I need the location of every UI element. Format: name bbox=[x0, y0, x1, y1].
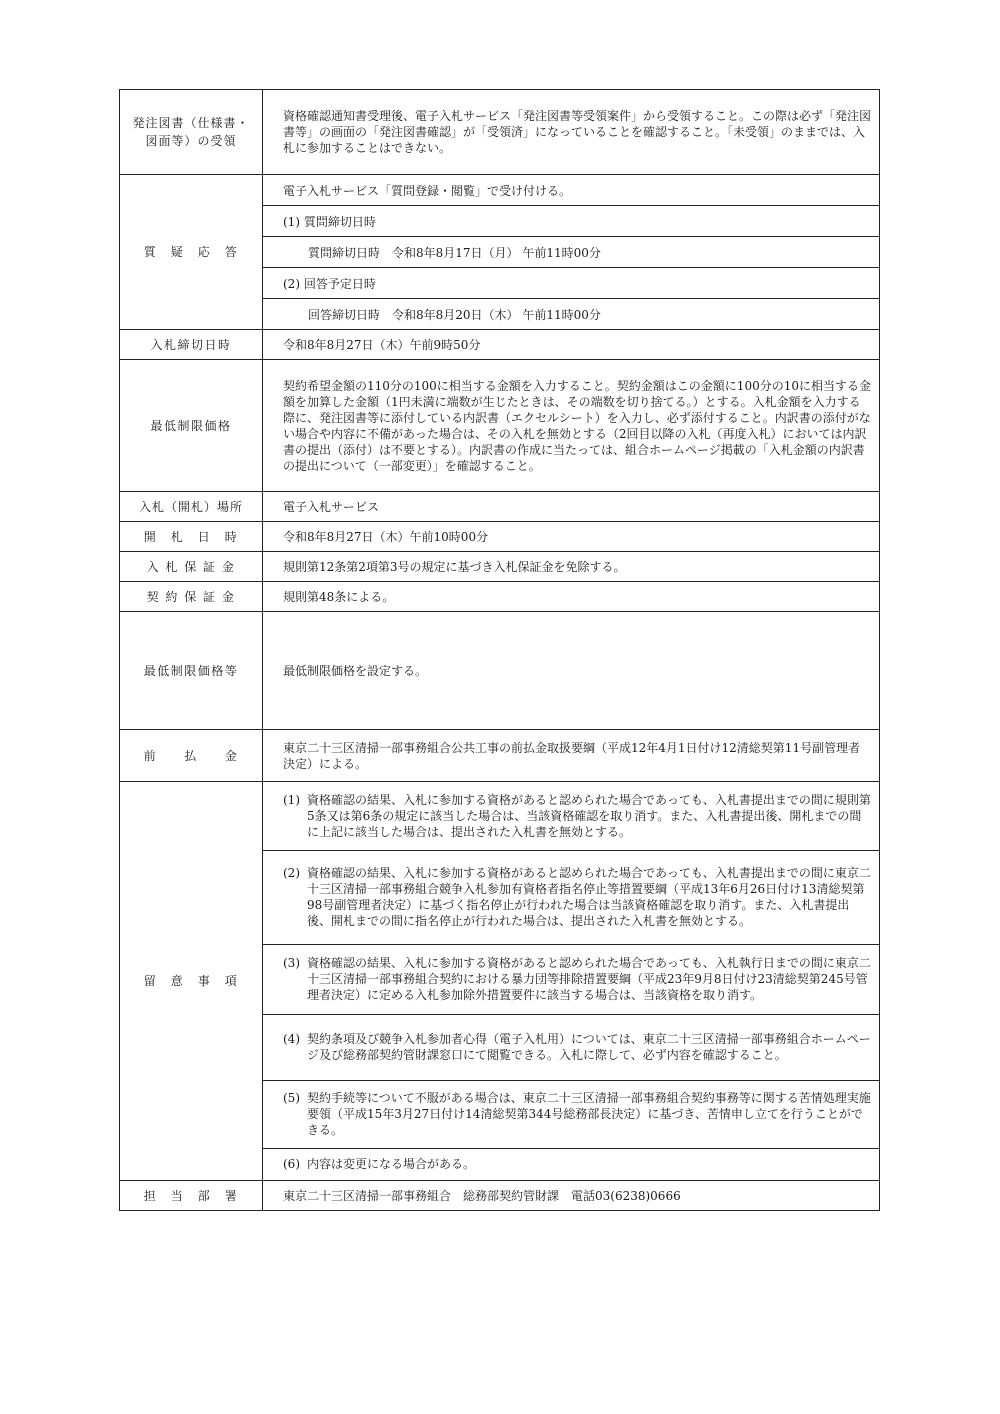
row-place bbox=[120, 492, 880, 522]
row-contract-bond bbox=[120, 582, 880, 612]
note-text: 資格確認の結果、入札に参加する資格があると認められた場合であっても、入札書提出までの間に東京二十三区清掃一部事務組合競争入札参加有資格者指名停止等措置要綱（平成13年6月26日付け13清総契第98号副管理者決定）に基づく指名停止が行われた場合は当該資格確認を取り消す。また、入札書提出後、開札までの間に指名停止が行われた場合は、提出された入札書を無効とする。 bbox=[307, 866, 871, 928]
row-contact bbox=[120, 1181, 880, 1211]
text-bid-bond: 規則第12条第2項第3号の規定に基づき入札保証金を免除する。 bbox=[283, 559, 626, 574]
tender-conditions-table bbox=[119, 89, 880, 1211]
qa-line-1: 電子入札サービス「質問登録・閲覧」で受け付ける。 bbox=[263, 175, 879, 206]
label-opening: 開 札 日 時 bbox=[120, 522, 263, 552]
text-bid-deadline: 令和8年8月27日（木）午前9時50分 bbox=[283, 337, 481, 352]
note-text: 内容は変更になる場合がある。 bbox=[307, 1157, 476, 1172]
text-contact: 東京二十三区清掃一部事務組合 総務部契約管財課 電話03(6238)0666 bbox=[283, 1188, 681, 1203]
label-bid-deadline: 入札締切日時 bbox=[120, 330, 263, 360]
label-drawings-receipt: 発注図書（仕様書・ 図面等）の受領 bbox=[120, 90, 263, 175]
label-bid-bond: 入 札 保 証 金 bbox=[120, 552, 263, 582]
note-item bbox=[263, 1080, 879, 1148]
note-item bbox=[263, 850, 879, 944]
row-min-price-etc bbox=[120, 612, 880, 730]
note-text: 契約手続等について不服がある場合は、東京二十三区清掃一部事務組合契約事務等に関する苦情処理実施要領（平成15年3月27日付け14清総契第344号総務部長決定）に基づき、苦情申し立てを行うことができる。 bbox=[307, 1091, 871, 1137]
row-min-price bbox=[120, 360, 880, 492]
label-advance: 前 払 金 bbox=[120, 730, 263, 782]
qa-subtable bbox=[263, 175, 879, 329]
row-drawings-receipt bbox=[120, 90, 880, 175]
qa-line-4: (2) 回答予定日時 bbox=[263, 268, 879, 299]
label-qa: 質 疑 応 答 bbox=[120, 175, 263, 330]
note-item bbox=[263, 944, 879, 1014]
label-contract-bond: 契 約 保 証 金 bbox=[120, 582, 263, 612]
note-text: 契約条項及び競争入札参加者心得（電子入札用）については、東京二十三区清掃一部事務組合ホームページ及び総務部契約管財課窓口にて閲覧できる。入札に際して、必ず内容を確認すること。 bbox=[307, 1032, 871, 1062]
row-advance bbox=[120, 730, 880, 782]
note-item bbox=[263, 782, 879, 850]
row-opening bbox=[120, 522, 880, 552]
text-place: 電子入札サービス bbox=[283, 499, 380, 514]
qa-line-3: 質問締切日時 令和8年8月17日（月） 午前11時00分 bbox=[263, 237, 879, 268]
note-number: (5) bbox=[283, 1091, 300, 1105]
qa-line-2: (1) 質問締切日時 bbox=[263, 206, 879, 237]
label-contact: 担 当 部 署 bbox=[120, 1181, 263, 1211]
text-contract-bond: 規則第48条による。 bbox=[283, 589, 395, 604]
row-notes bbox=[120, 782, 880, 1181]
text-opening: 令和8年8月27日（木）午前10時00分 bbox=[283, 529, 489, 544]
label-min-price-etc: 最低制限価格等 bbox=[120, 612, 263, 730]
row-bid-deadline bbox=[120, 330, 880, 360]
note-item bbox=[263, 1014, 879, 1080]
text-drawings-receipt: 資格確認通知書受理後、電子入札サービス「発注図書等受領案件」から受領すること。この際は必ず「発注図書等」の画面の「発注図書確認」が「受領済」になっていることを確認すること。「未受領」のままでは、入札に参加することはできない。 bbox=[283, 109, 872, 155]
label-place: 入札（開札）場所 bbox=[120, 492, 263, 522]
note-number: (4) bbox=[283, 1032, 300, 1046]
text-advance: 東京二十三区清掃一部事務組合公共工事の前払金取扱要綱（平成12年4月1日付け12清総契第11号副管理者決定）による。 bbox=[283, 740, 861, 771]
text-min-price-etc: 最低制限価格を設定する。 bbox=[283, 663, 428, 678]
row-bid-bond bbox=[120, 552, 880, 582]
note-number: (3) bbox=[283, 956, 300, 970]
note-item bbox=[263, 1148, 879, 1180]
qa-line-5: 回答締切日時 令和8年8月20日（木） 午前11時00分 bbox=[308, 307, 601, 322]
note-text: 資格確認の結果、入札に参加する資格があると認められた場合であっても、入札書提出までの間に規則第5条又は第6条の規定に該当した場合は、当該資格確認を取り消す。また、入札書提出後、開札までの間に上記に該当した場合は、提出された入札書を無効とする。 bbox=[307, 792, 871, 839]
note-number: (2) bbox=[283, 866, 300, 880]
notes-subtable bbox=[263, 782, 879, 1180]
label-notes: 留 意 事 項 bbox=[120, 782, 263, 1181]
note-text: 資格確認の結果、入札に参加する資格があると認められた場合であっても、入札執行日までの間に東京二十三区清掃一部事務組合契約における暴力団等排除措置要綱（平成23年9月8日付け23清総契第245号管理者決定）に定める入札参加除外措置要件に該当する場合は、当該資格を取り消す。 bbox=[307, 956, 871, 1002]
label-min-price: 最低制限価格 bbox=[120, 360, 263, 492]
text-min-price: 契約希望金額の110分の100に相当する金額を入力すること。契約金額はこの金額に100分の10に相当する金額を加算した金額（1円未満に端数が生じたときは、その端数を切り捨てる。）とする。入札金額を入力する際に、発注図書等に添付している内訳書（エクセルシート）を入力し、必ず添付すること。内訳書の添付がない場合や内容に不備があった場合は、その入札を無効とする（2回目以降の入札（再度入札）においては内訳書の提出（添付）は不要とする）。内訳書の作成に当たっては、組合ホームページ掲載の「入札金額の内訳書の提出について（一部変更）」を確認すること。 bbox=[283, 378, 871, 473]
note-number: (1) bbox=[283, 792, 300, 807]
note-number: (6) bbox=[283, 1157, 300, 1172]
row-qa bbox=[120, 175, 880, 330]
